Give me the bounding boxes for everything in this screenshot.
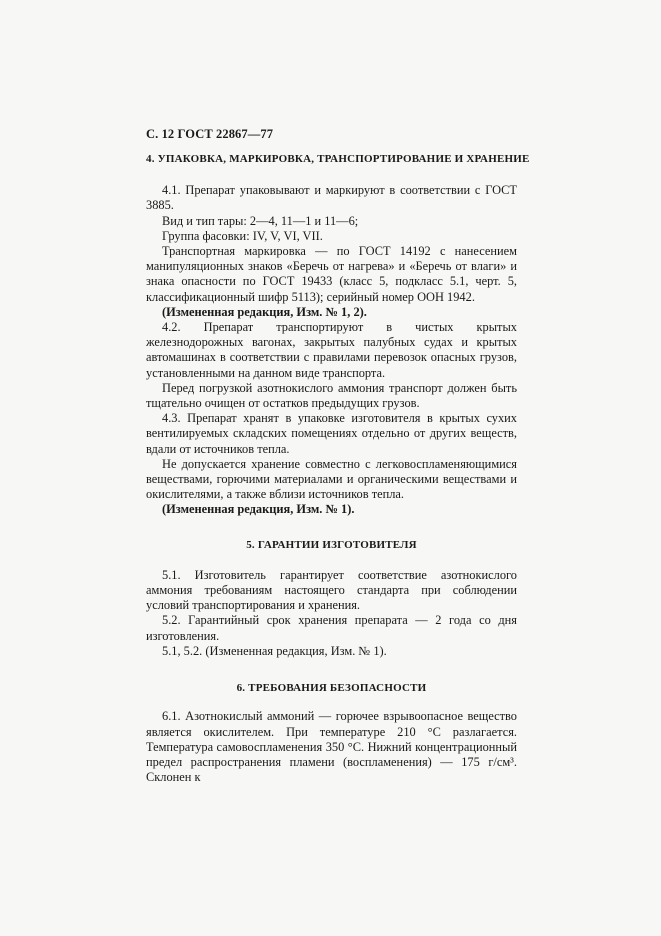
page-header: С. 12 ГОСТ 22867—77 (146, 127, 274, 141)
page-content (146, 152, 530, 785)
paragraph-storage-restriction: Не допускается хранение совместно с легковоспламеняющимися веществами, горючими материалами и органическими веществами и окислителями, а также вблизи источников тепла. (146, 456, 517, 502)
paragraph-5-1: 5.1. Изготовитель гарантирует соответствие азотнокислого аммония требованиям настоящего стандарта при соблюдении условий транспортирования и хранения. (146, 567, 517, 613)
paragraph-cleaning: Перед погрузкой азотнокислого аммония транспорт должен быть тщательно очищен от остатков предыдущих грузов. (146, 380, 517, 411)
revision-note: 5.1, 5.2. (Измененная редакция, Изм. № 1). (162, 643, 387, 658)
section-5-title: 5. ГАРАНТИИ ИЗГОТОВИТЕЛЯ (246, 538, 417, 551)
paragraph-marking: Транспортная маркировка — по ГОСТ 14192 с нанесением манипуляционных знаков «Беречь от нагрева» и «Беречь от влаги» и знака опасности по ГОСТ 19433 (класс 5, подкласс 5.1, черт. 5, классификационный шифр 5113); серийный номер ООН 1942. (146, 244, 517, 304)
paragraph-group: Группа фасовки: IV, V, VI, VII. (162, 228, 323, 243)
paragraph-4-3: 4.3. Препарат хранят в упаковке изготовителя в крытых сухих вентилируемых складских помещениях отдельно от других веществ, вдали от источников тепла. (146, 411, 517, 456)
paragraph-4-2: 4.2. Препарат транспортируют в чистых крытых железнодорожных вагонах, закрытых палубных судах и крытых автомашинах в соответствии с правилами перевозок опасных грузов, установленными на данном виде транспорта. (146, 320, 517, 380)
revision-note: (Измененная редакция, Изм. № 1, 2). (162, 304, 367, 319)
section-4-title: 4. УПАКОВКА, МАРКИРОВКА, ТРАНСПОРТИРОВАНИЕ И ХРАНЕНИЕ (146, 153, 530, 165)
paragraph-5-2: 5.2. Гарантийный срок хранения препарата — 2 года со дня изготовления. (146, 613, 517, 643)
paragraph-4-1: 4.1. Препарат упаковывают и маркируют в соответствии с ГОСТ 3885. (146, 183, 517, 213)
section-6-title: 6. ТРЕБОВАНИЯ БЕЗОПАСНОСТИ (236, 682, 427, 695)
paragraph-tara: Вид и тип тары: 2—4, 11—1 и 11—6; (162, 213, 359, 228)
paragraph-6-1: 6.1. Азотнокислый аммоний — горючее взрывоопасное вещество является окислителем. При температуре 210 °С разлагается. Температура самовоспламенения 350 °С. Нижний концентрационный предел распространения пламени (воспламенения) — 175 г/см³. Склонен к (146, 709, 517, 785)
revision-note: (Измененная редакция, Изм. № 1). (162, 502, 355, 517)
